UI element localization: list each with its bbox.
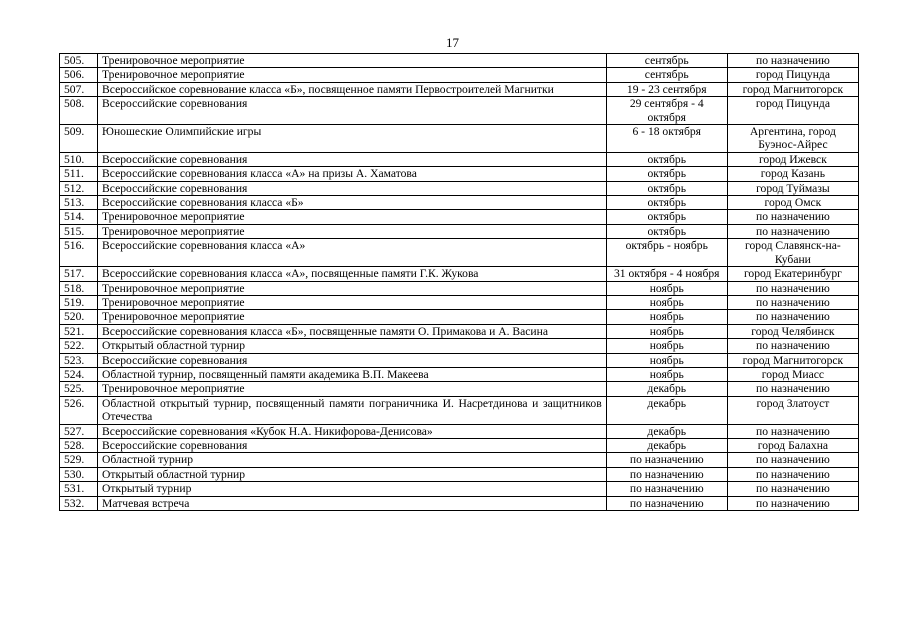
event-date: октябрь	[606, 210, 727, 224]
event-name: Всероссийские соревнования	[98, 152, 607, 166]
event-place: город Славянск-на-Кубани	[727, 239, 858, 267]
event-date: октябрь	[606, 196, 727, 210]
event-name: Матчевая встреча	[98, 496, 607, 510]
row-number: 513.	[60, 196, 98, 210]
event-date: ноябрь	[606, 339, 727, 353]
row-number: 516.	[60, 239, 98, 267]
table-row	[60, 482, 859, 496]
event-date: ноябрь	[606, 281, 727, 295]
event-place: город Балахна	[727, 438, 858, 452]
table-row	[60, 453, 859, 467]
event-name: Тренировочное мероприятие	[98, 210, 607, 224]
event-date: 6 - 18 октября	[606, 125, 727, 153]
event-place: город Екатеринбург	[727, 267, 858, 281]
table-row	[60, 382, 859, 396]
event-name: Всероссийские соревнования класса «А», посвященные памяти Г.К. Жукова	[98, 267, 607, 281]
table-row	[60, 438, 859, 452]
event-place: по назначению	[727, 281, 858, 295]
table-row	[60, 496, 859, 510]
row-number: 521.	[60, 324, 98, 338]
event-date: октябрь	[606, 224, 727, 238]
row-number: 524.	[60, 367, 98, 381]
row-number: 514.	[60, 210, 98, 224]
event-date: ноябрь	[606, 353, 727, 367]
event-date: декабрь	[606, 424, 727, 438]
page-number: 17	[446, 35, 459, 50]
row-number: 523.	[60, 353, 98, 367]
event-date: октябрь	[606, 152, 727, 166]
event-date: декабрь	[606, 382, 727, 396]
event-name: Всероссийские соревнования класса «А»	[98, 239, 607, 267]
row-number: 520.	[60, 310, 98, 324]
row-number: 525.	[60, 382, 98, 396]
event-place: город Златоуст	[727, 396, 858, 424]
row-number: 511.	[60, 167, 98, 181]
event-place: по назначению	[727, 496, 858, 510]
table-row	[60, 267, 859, 281]
event-place: город Омск	[727, 196, 858, 210]
event-place: по назначению	[727, 424, 858, 438]
events-table	[59, 53, 859, 511]
event-place: по назначению	[727, 224, 858, 238]
event-name: Тренировочное мероприятие	[98, 382, 607, 396]
event-name: Юношеские Олимпийские игры	[98, 125, 607, 153]
table-row	[60, 54, 859, 68]
event-place: город Казань	[727, 167, 858, 181]
table-row	[60, 396, 859, 424]
event-place: по назначению	[727, 339, 858, 353]
table-row	[60, 281, 859, 295]
event-date: октябрь	[606, 167, 727, 181]
table-row	[60, 210, 859, 224]
event-place: город Челябинск	[727, 324, 858, 338]
event-name: Тренировочное мероприятие	[98, 281, 607, 295]
event-place: город Ижевск	[727, 152, 858, 166]
table-row	[60, 82, 859, 96]
table-row	[60, 239, 859, 267]
row-number: 515.	[60, 224, 98, 238]
event-name: Областной турнир, посвященный памяти академика В.П. Макеева	[98, 367, 607, 381]
table-row	[60, 224, 859, 238]
row-number: 505.	[60, 54, 98, 68]
event-name: Открытый областной турнир	[98, 339, 607, 353]
event-name: Областной турнир	[98, 453, 607, 467]
event-place: Аргентина, город Буэнос-Айрес	[727, 125, 858, 153]
event-name: Всероссийские соревнования «Кубок Н.А. Никифорова-Денисова»	[98, 424, 607, 438]
row-number: 506.	[60, 68, 98, 82]
table-row	[60, 167, 859, 181]
event-name: Всероссийское соревнование класса «Б», посвященное памяти Первостроителей Магнитки	[98, 82, 607, 96]
event-name: Всероссийские соревнования класса «Б»	[98, 196, 607, 210]
table-row	[60, 353, 859, 367]
event-place: по назначению	[727, 310, 858, 324]
event-date: по назначению	[606, 453, 727, 467]
row-number: 522.	[60, 339, 98, 353]
table-row	[60, 97, 859, 125]
row-number: 531.	[60, 482, 98, 496]
row-number: 510.	[60, 152, 98, 166]
table-row	[60, 181, 859, 195]
event-date: 19 - 23 сентября	[606, 82, 727, 96]
events-table-body	[60, 54, 859, 511]
event-place: по назначению	[727, 210, 858, 224]
event-name: Всероссийские соревнования	[98, 97, 607, 125]
table-row	[60, 310, 859, 324]
event-name: Всероссийские соревнования	[98, 438, 607, 452]
event-date: 29 сентября - 4 октября	[606, 97, 727, 125]
event-place: по назначению	[727, 453, 858, 467]
row-number: 508.	[60, 97, 98, 125]
event-name: Открытый турнир	[98, 482, 607, 496]
event-place: по назначению	[727, 482, 858, 496]
table-row	[60, 467, 859, 481]
event-name: Тренировочное мероприятие	[98, 68, 607, 82]
row-number: 530.	[60, 467, 98, 481]
event-date: октябрь	[606, 181, 727, 195]
event-date: ноябрь	[606, 324, 727, 338]
event-date: по назначению	[606, 467, 727, 481]
table-row	[60, 152, 859, 166]
event-place: по назначению	[727, 382, 858, 396]
row-number: 528.	[60, 438, 98, 452]
event-name: Тренировочное мероприятие	[98, 295, 607, 309]
event-place: город Магнитогорск	[727, 82, 858, 96]
event-place: город Пицунда	[727, 97, 858, 125]
event-date: ноябрь	[606, 310, 727, 324]
row-number: 532.	[60, 496, 98, 510]
table-row	[60, 125, 859, 153]
event-date: сентябрь	[606, 68, 727, 82]
event-date: по назначению	[606, 482, 727, 496]
event-name: Всероссийские соревнования класса «Б», посвященные памяти О. Примакова и А. Васина	[98, 324, 607, 338]
event-name: Всероссийские соревнования класса «А» на призы А. Хаматова	[98, 167, 607, 181]
event-place: по назначению	[727, 295, 858, 309]
table-row	[60, 367, 859, 381]
event-date: 31 октября - 4 ноября	[606, 267, 727, 281]
event-date: ноябрь	[606, 367, 727, 381]
event-date: по назначению	[606, 496, 727, 510]
event-date: октябрь - ноябрь	[606, 239, 727, 267]
row-number: 512.	[60, 181, 98, 195]
table-row	[60, 295, 859, 309]
table-row	[60, 196, 859, 210]
row-number: 517.	[60, 267, 98, 281]
table-row	[60, 324, 859, 338]
row-number: 518.	[60, 281, 98, 295]
event-date: ноябрь	[606, 295, 727, 309]
event-name: Областной открытый турнир, посвященный памяти пограничника И. Насретдинова и защитников Отечества	[98, 396, 607, 424]
event-place: по назначению	[727, 467, 858, 481]
event-place: город Миасс	[727, 367, 858, 381]
event-place: город Пицунда	[727, 68, 858, 82]
event-place: город Магнитогорск	[727, 353, 858, 367]
event-date: декабрь	[606, 396, 727, 424]
row-number: 529.	[60, 453, 98, 467]
row-number: 526.	[60, 396, 98, 424]
event-place: по назначению	[727, 54, 858, 68]
event-name: Открытый областной турнир	[98, 467, 607, 481]
event-name: Тренировочное мероприятие	[98, 54, 607, 68]
event-date: декабрь	[606, 438, 727, 452]
event-name: Тренировочное мероприятие	[98, 310, 607, 324]
event-date: сентябрь	[606, 54, 727, 68]
row-number: 527.	[60, 424, 98, 438]
row-number: 507.	[60, 82, 98, 96]
table-row	[60, 424, 859, 438]
event-name: Всероссийские соревнования	[98, 181, 607, 195]
row-number: 519.	[60, 295, 98, 309]
event-place: город Туймазы	[727, 181, 858, 195]
table-row	[60, 68, 859, 82]
row-number: 509.	[60, 125, 98, 153]
event-name: Всероссийские соревнования	[98, 353, 607, 367]
event-name: Тренировочное мероприятие	[98, 224, 607, 238]
table-row	[60, 339, 859, 353]
